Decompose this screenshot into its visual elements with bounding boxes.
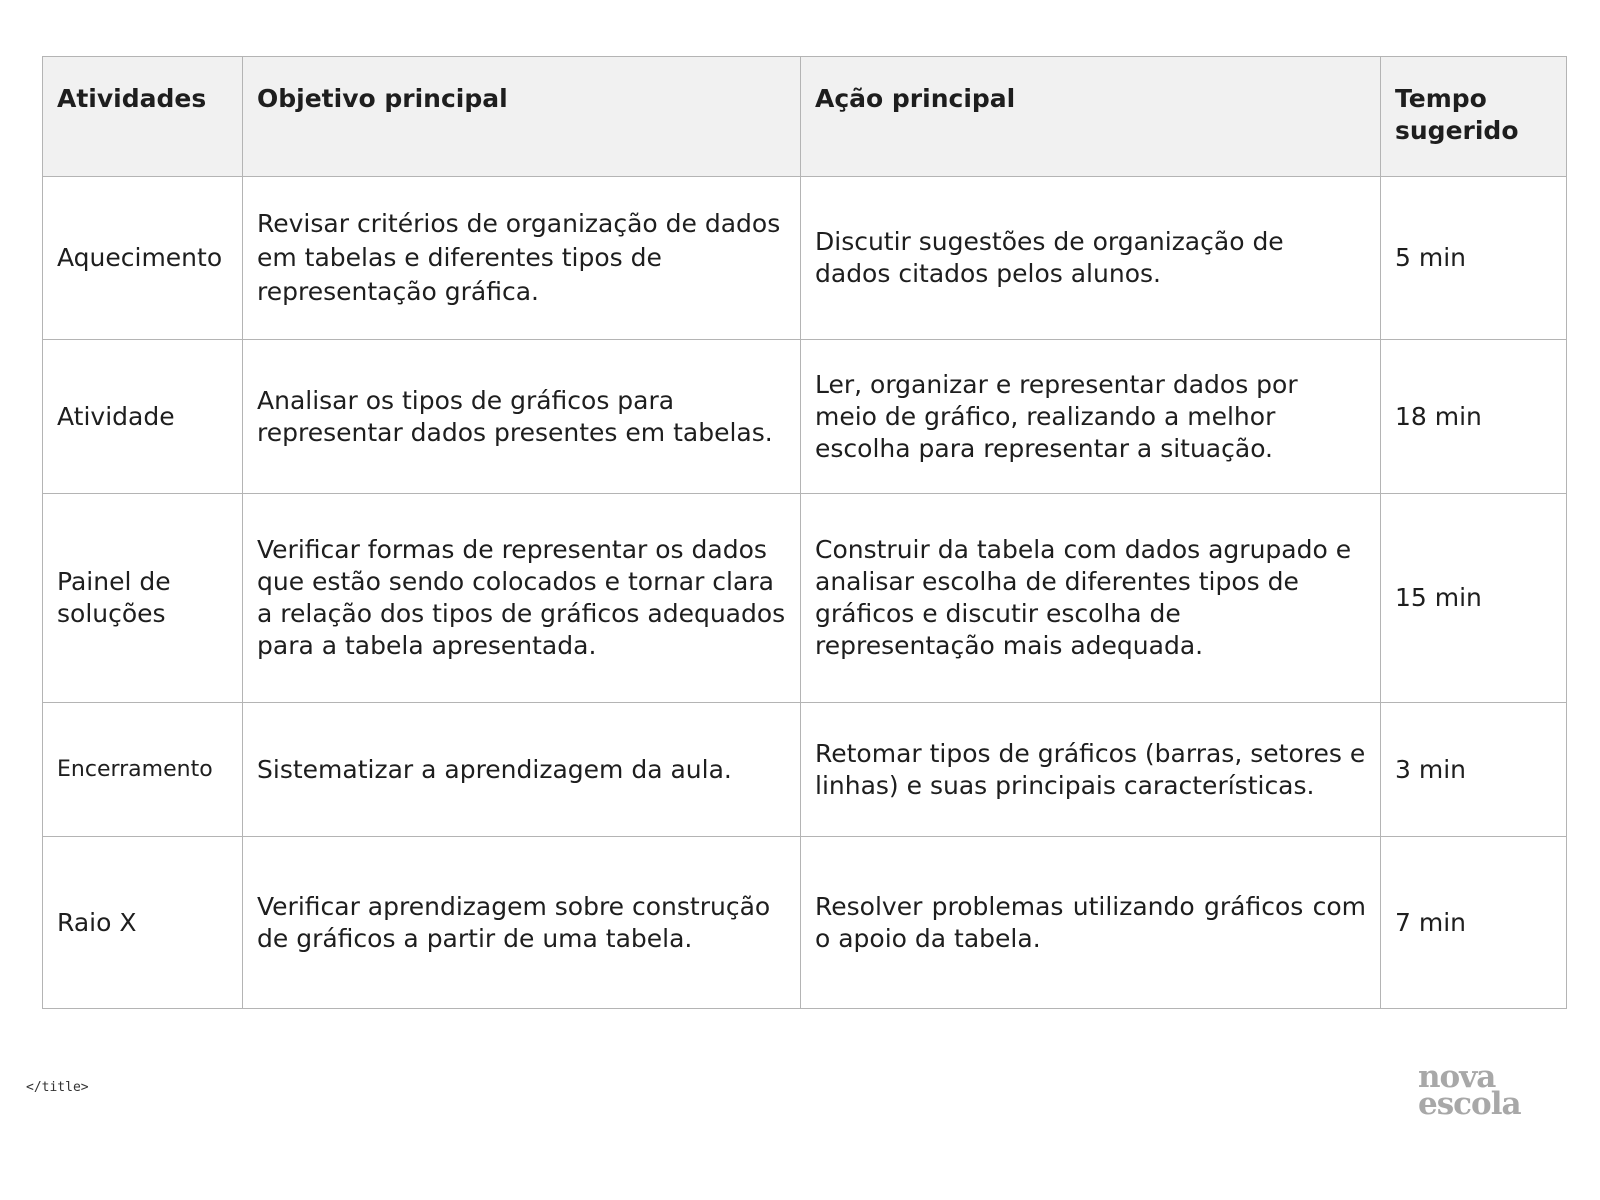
header-acao-principal: Ação principal	[801, 57, 1381, 177]
table-row	[43, 340, 1567, 494]
header-atividades: Atividades	[43, 57, 243, 177]
lesson-plan-table	[42, 56, 1567, 1009]
cell-tempo: 15 min	[1381, 494, 1567, 703]
cell-atividade: Encerramento	[43, 703, 243, 837]
cell-objetivo: Sistematizar a aprendizagem da aula.	[243, 703, 801, 837]
footer-title-tag: </title>	[26, 1080, 89, 1095]
header-row	[43, 57, 1567, 177]
cell-acao: Construir da tabela com dados agrupado e analisar escolha de diferentes tipos de gráficos e discutir escolha de representação mais adequada.	[801, 494, 1381, 703]
table-row	[43, 837, 1567, 1009]
cell-objetivo: Verificar formas de representar os dados que estão sendo colocados e tornar clara a relação dos tipos de gráficos adequados para a tabela apresentada.	[243, 494, 801, 703]
header-tempo-sugerido: Tempo sugerido	[1381, 57, 1567, 177]
cell-tempo: 18 min	[1381, 340, 1567, 494]
cell-atividade: Aquecimento	[43, 177, 243, 340]
cell-acao: Retomar tipos de gráficos (barras, setores e linhas) e suas principais características.	[801, 703, 1381, 837]
cell-atividade: Painel de soluções	[43, 494, 243, 703]
cell-acao: Ler, organizar e representar dados por meio de gráfico, realizando a melhor escolha para representar a situação.	[801, 340, 1381, 494]
nova-escola-logo	[1418, 1059, 1521, 1122]
logo-line-escola: escola	[1418, 1086, 1521, 1122]
header-objetivo-principal: Objetivo principal	[243, 57, 801, 177]
cell-objetivo: Analisar os tipos de gráficos para representar dados presentes em tabelas.	[243, 340, 801, 494]
cell-acao: Resolver problemas utilizando gráficos com o apoio da tabela.	[801, 837, 1381, 1009]
table-body	[43, 177, 1567, 1009]
cell-atividade: Atividade	[43, 340, 243, 494]
cell-objetivo: Verificar aprendizagem sobre construção de gráficos a partir de uma tabela.	[243, 837, 801, 1009]
table-row	[43, 703, 1567, 837]
table-header	[43, 57, 1567, 177]
table-row	[43, 177, 1567, 340]
cell-tempo: 3 min	[1381, 703, 1567, 837]
cell-tempo: 7 min	[1381, 837, 1567, 1009]
cell-tempo: 5 min	[1381, 177, 1567, 340]
cell-acao: Discutir sugestões de organização de dados citados pelos alunos.	[801, 177, 1381, 340]
cell-objetivo: Revisar critérios de organização de dados em tabelas e diferentes tipos de representação gráfica.	[243, 177, 801, 340]
logo-line-nova: nova	[1418, 1059, 1496, 1095]
cell-atividade: Raio X	[43, 837, 243, 1009]
table-row	[43, 494, 1567, 703]
